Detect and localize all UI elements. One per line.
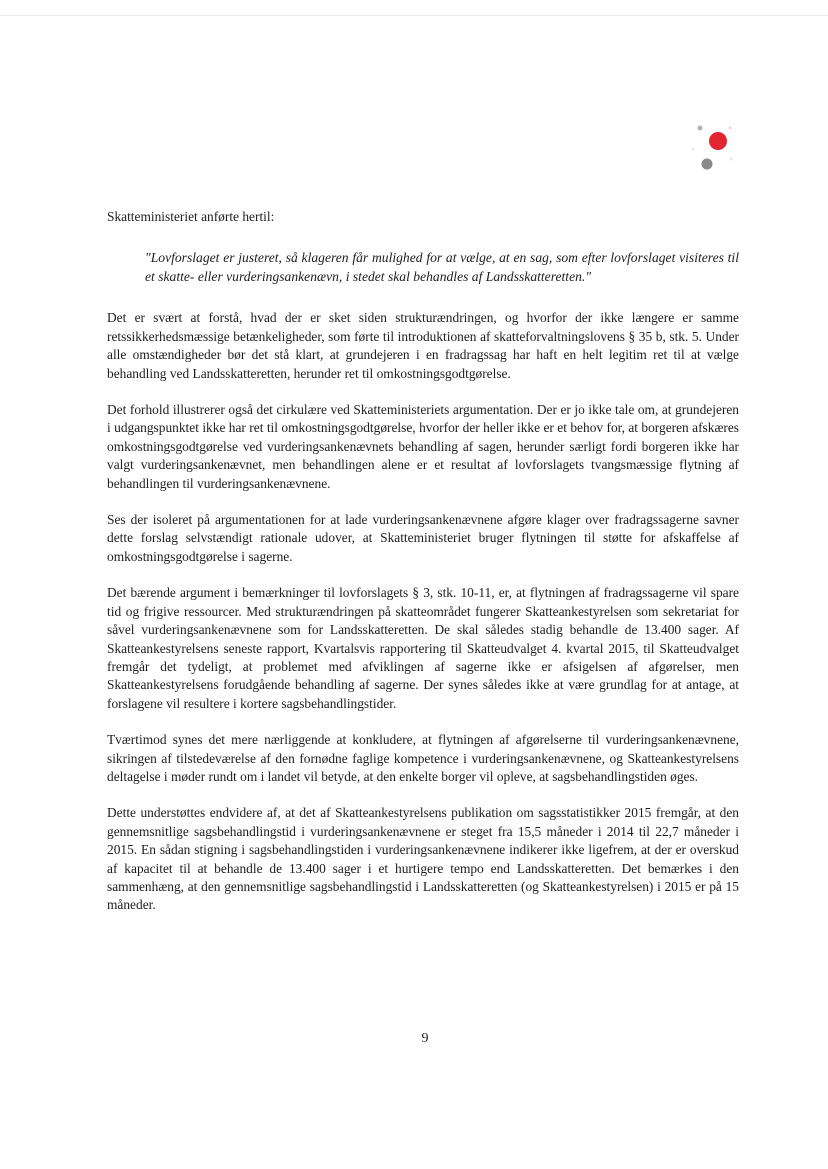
paragraph-4: Det bærende argument i bemærkninger til lovforslagets § 3, stk. 10-11, er, at flytningen af fradragssagerne vil spare tid og frigive ressourcer. Med strukturændringen på skatteområdet fungerer Skatteankestyrelsen som sekretariat for såvel vurderingsankenævnene som for Landsskatteretten. De skal således stadig behandle de 13.400 sager. Af Skatteankestyrelsens seneste rapport, Kvartalsvis rapportering til Skatteudvalget 4. kvartal 2015, til Skatteudvalget fremgår det tydeligt, at problemet med afviklingen af sagerne ikke er afsigelsen af afgørelser, men Skatteankestyrelsens forudgående behandling af sagerne. Der synes således ikke at være grundlag for at antage, at forslagene vil resultere i kortere sagsbehandlingstider. [107, 585, 739, 711]
paragraph-6: Dette understøttes endvidere af, at det af Skatteankestyrelsens publikation om sagsstatistikker 2015 fremgår, at den gennemsnitlige sagsbehandlingstid i vurderingsankenævnene er steget fra 15,5 måneder i 2014 til 22,7 måneder i 2015. En sådan stigning i sagsbehandlingstiden i vurderingsankenævnene indikerer ikke ligefrem, at der er overskud af kapacitet til at behandle de 13.400 sager i et hurtigere tempo end Landsskatteretten. Det bemærkes i den sammenhæng, at den gennemsnitlige sagsbehandlingstid i Landsskatteretten (og Skatteankestyrelsen) i 2015 er på 15 måneder. [107, 805, 739, 913]
quoted-statement: "Lovforslaget er justeret, så klageren får mulighed for at vælge, at en sag, som efter lovforslaget visiteres til et skatte- eller vurderingsankenævn, i stedet skal behandles af Landsskatteretten." [145, 250, 739, 285]
paragraph-1: Det er svært at forstå, hvad der er sket siden strukturændringen, og hvorfor der ikke længere er samme retssikkerhedsmæssige betænkeligheder, som førte til introduktionen af skatteforvaltningslovens § 35 b, stk. 5. Under alle omstændigheder bør det stå klart, at grundejeren i en fradragssag har haft en helt legitim ret til at vælge behandling ved Landsskatteretten, herunder ret til omkostningsgodtgørelse. [107, 310, 739, 381]
paragraph-5: Tværtimod synes det mere nærliggende at konkludere, at flytningen af afgørelserne til vurderingsankenævnene, sikringen af tilstedeværelse af den fornødne faglige kompetence i vurderingsankenævnene, og Skatteankestyrelsens deltagelse i møder rundt om i landet vil betyde, at den enkelte borger vil opleve, at sagsbehandlingstiden øges. [107, 732, 739, 784]
dot-cluster-logo-icon [686, 118, 746, 178]
page-top-edge [0, 15, 828, 16]
document-body [107, 208, 739, 915]
intro-sentence: Skatteministeriet anførte hertil: [107, 209, 275, 224]
paragraph-2: Det forhold illustrerer også det cirkulære ved Skatteministeriets argumentation. Der er jo ikke tale om, at grundejeren i udgangspunktet ikke har ret til omkostningsgodtgørelse, hvorfor der heller ikke er et behov for, at borgeren afskæres omkostningsgodtgørelse ved vurderingsankenævnets behandling af sagen, herunder særligt fordi borgeren ikke har valgt vurderingsankenævnet, men behandlingen alene er et resultat af lovforslagets tvangsmæssige flytning af behandlingen til vurderingsankenævnene. [107, 402, 739, 491]
paragraph-3: Ses der isoleret på argumentationen for at lade vurderingsankenævnene afgøre klager over fradragssagerne savner dette forslag selvstændigt rationale udover, at Skatteministeriet bruger flytningen til støtte for afskaffelse af omkostningsgodtgørelse i sagerne. [107, 512, 739, 564]
page-number: 9 [421, 1031, 429, 1046]
